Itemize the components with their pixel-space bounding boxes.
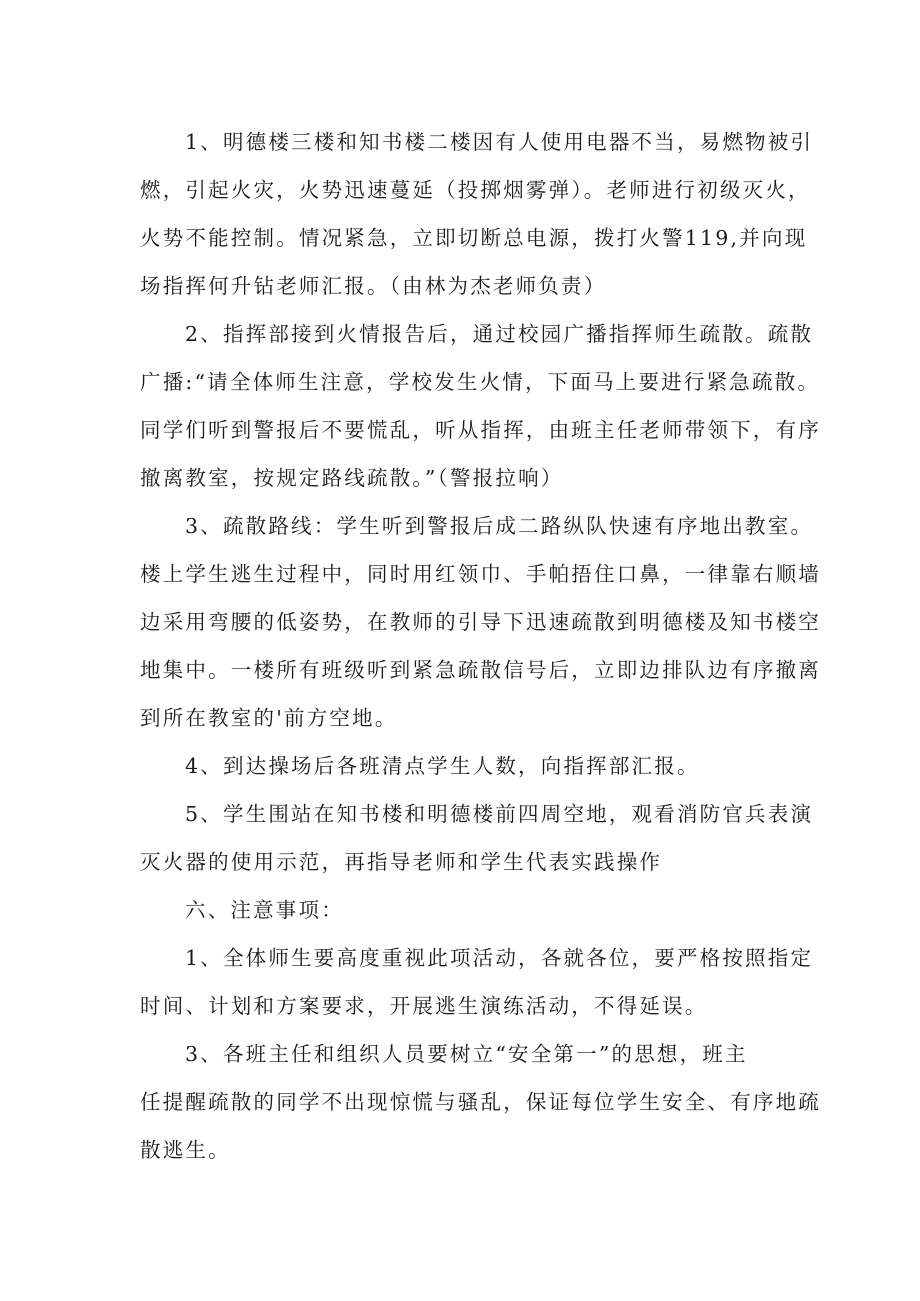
text-line: 5、学生围站在知书楼和明德楼前四周空地，观看消防官兵表演 [185, 802, 814, 826]
text-line: 时间、计划和方案要求，开展逃生演练活动，不得延误。 [140, 994, 708, 1018]
text-line: 1、明德楼三楼和知书楼二楼因有人使用电器不当，易燃物被引 [185, 130, 814, 154]
text-line: 3、各班主任和组织人员要树立“安全第一”的思想，班主 [185, 1042, 748, 1066]
text-line: 同学们听到警报后不要慌乱，听从指挥，由班主任老师带领下，有序 [140, 418, 821, 442]
text-line: 到所在教室的'前方空地。 [140, 706, 398, 730]
text-line: 灭火器的使用示范，再指导老师和学生代表实践操作 [140, 850, 663, 874]
text-line: 场指挥何升钻老师汇报。（由林为杰老师负责） [140, 274, 607, 298]
text-line: 广播:“请全体师生注意，学校发生火情，下面马上要进行紧急疏散。 [140, 370, 821, 394]
text-line: 任提醒疏散的同学不出现惊慌与骚乱，保证每位学生安全、有序地疏 [140, 1090, 821, 1114]
text-line: 散逃生。 [140, 1138, 231, 1162]
text-line: 4、到达操场后各班清点学生人数，向指挥部汇报。 [185, 754, 700, 778]
text-line: 地集中。一楼所有班级听到紧急疏散信号后，立即边排队边有序撤离 [140, 658, 821, 682]
text-line: 撤离教室，按规定路线疏散。”（警报拉响） [140, 466, 564, 490]
text-line: 火势不能控制。情况紧急，立即切断总电源，拨打火警119,并向现 [140, 226, 808, 250]
text-line: 燃，引起火灾，火势迅速蔓延（投掷烟雾弹）。老师进行初级灭火， [140, 178, 811, 202]
text-line: 2、指挥部接到火情报告后，通过校园广播指挥师生疏散。疏散 [185, 322, 814, 346]
text-line: 3、疏散路线：学生听到警报后成二路纵队快速有序地出教室。 [185, 514, 814, 538]
text-line: 1、全体师生要高度重视此项活动，各就各位，要严格按照指定 [185, 946, 814, 970]
text-line: 边采用弯腰的低姿势，在教师的引导下迅速疏散到明德楼及知书楼空 [140, 610, 821, 634]
section-heading: 六、注意事项： [185, 898, 344, 922]
text-line: 楼上学生逃生过程中，同时用红领巾、手帕捂住口鼻，一律靠右顺墙 [140, 562, 821, 586]
